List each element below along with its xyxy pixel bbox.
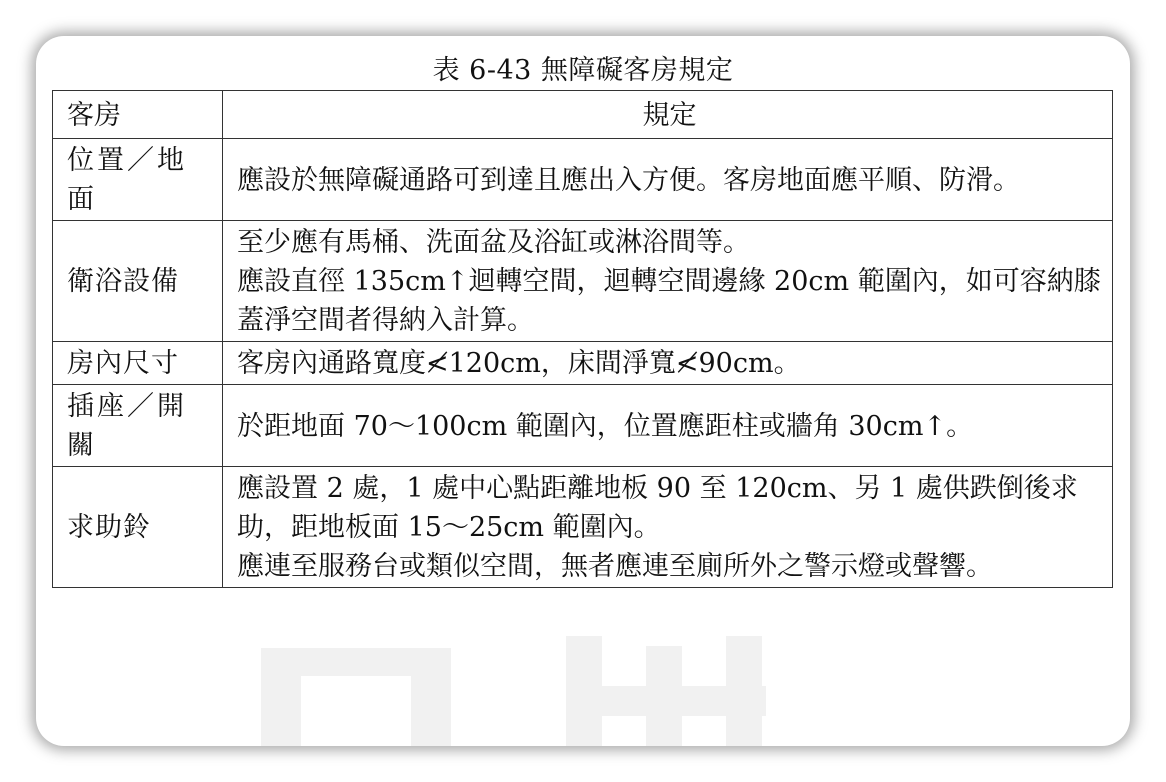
row-category: 位置／地面 <box>53 139 223 221</box>
row-category: 房內尺寸 <box>53 342 223 385</box>
row-category: 插座／開關 <box>53 385 223 467</box>
row-rule <box>223 342 1113 385</box>
table-row <box>53 139 1113 221</box>
row-rule <box>223 467 1113 588</box>
rule-line: 應連至服務台或類似空間，無者應連至廁所外之警示燈或聲響。 <box>237 551 993 582</box>
row-rule <box>223 385 1113 467</box>
row-category: 求助鈴 <box>53 467 223 588</box>
rule-line: 客房內通路寬度≮120cm，床間淨寬≮90cm。 <box>237 348 801 379</box>
document-card <box>36 36 1130 746</box>
row-rule <box>223 221 1113 342</box>
table-row <box>53 467 1113 588</box>
header-rule: 規定 <box>223 91 1113 139</box>
table-row <box>53 385 1113 467</box>
table-row <box>53 342 1113 385</box>
rule-line: 應設置 2 處，1 處中心點距離地板 90 至 120cm、另 1 處供跌倒後求助，距地板面 15～25cm 範圍內。 <box>237 473 1078 543</box>
header-category: 客房 <box>53 91 223 139</box>
accessible-room-rules-table <box>52 90 1113 588</box>
rule-line: 應設於無障礙通路可到達且應出入方便。客房地面應平順、防滑。 <box>237 164 1020 196</box>
table-header-row <box>53 91 1113 139</box>
row-category: 衛浴設備 <box>53 221 223 342</box>
rule-line: 於距地面 70～100cm 範圍內，位置應距柱或牆角 30cm↑。 <box>237 410 974 442</box>
table-row <box>53 221 1113 342</box>
rule-line: 至少應有馬桶、洗面盆及浴缸或淋浴間等。 <box>237 227 750 258</box>
rule-line: 應設直徑 135cm↑迴轉空間，迴轉空間邊緣 20cm 範圍內，如可容納膝蓋淨空間者得納入計算。 <box>237 266 1101 336</box>
table-caption: 表 6-43 無障礙客房規定 <box>432 55 734 86</box>
row-rule <box>223 139 1113 221</box>
